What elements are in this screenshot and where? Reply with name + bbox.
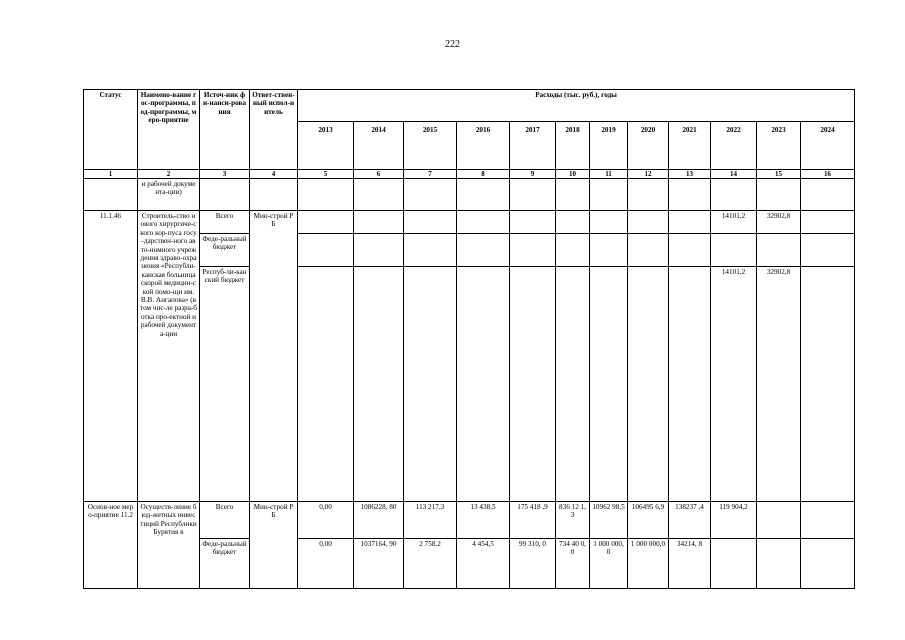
col-number: 7 bbox=[404, 170, 457, 179]
value-cell: 119 904,2 bbox=[711, 502, 757, 539]
header-source: Источ-ник фи-нанси-рования bbox=[200, 90, 250, 170]
value-cell bbox=[590, 234, 628, 267]
value-cell bbox=[757, 502, 801, 539]
status-cell: Основ-ное меро-приятие 11.2 bbox=[84, 502, 138, 589]
header-row bbox=[84, 90, 855, 122]
value-cell: 32902,8 bbox=[757, 211, 801, 234]
value-cell bbox=[457, 211, 510, 234]
value-cell bbox=[590, 211, 628, 234]
value-cell bbox=[404, 179, 457, 211]
page-number: 222 bbox=[445, 39, 460, 50]
source-cell: Феде-ральный бюджет bbox=[200, 539, 250, 589]
table-row bbox=[84, 502, 855, 539]
value-cell bbox=[354, 211, 404, 234]
col-number: 3 bbox=[200, 170, 250, 179]
value-cell bbox=[628, 211, 669, 234]
year-cell: 2016 bbox=[457, 122, 510, 170]
table-row bbox=[84, 267, 855, 502]
value-cell bbox=[628, 234, 669, 267]
col-number: 13 bbox=[669, 170, 711, 179]
value-cell bbox=[669, 179, 711, 211]
name-cell: Осуществ-ление бюд-жетных инвестиций Республики Бурятия в bbox=[138, 502, 200, 589]
source-cell: Всего bbox=[200, 502, 250, 539]
value-cell bbox=[669, 234, 711, 267]
value-cell bbox=[510, 234, 556, 267]
value-cell bbox=[298, 267, 354, 502]
year-cell: 2014 bbox=[354, 122, 404, 170]
year-cell: 2015 bbox=[404, 122, 457, 170]
year-cell: 2022 bbox=[711, 122, 757, 170]
col-number: 14 bbox=[711, 170, 757, 179]
year-cell: 2018 bbox=[556, 122, 590, 170]
col-number: 4 bbox=[250, 170, 298, 179]
table-row bbox=[84, 211, 855, 234]
col-number: 1 bbox=[84, 170, 138, 179]
value-cell bbox=[801, 539, 855, 589]
value-cell: 1 000 000,0 bbox=[628, 539, 669, 589]
value-cell bbox=[801, 267, 855, 502]
value-cell: 14101,2 bbox=[711, 211, 757, 234]
value-cell bbox=[556, 267, 590, 502]
value-cell bbox=[801, 234, 855, 267]
value-cell: 1 000 000,0 bbox=[590, 539, 628, 589]
year-cell: 2013 bbox=[298, 122, 354, 170]
value-cell bbox=[801, 211, 855, 234]
year-cell: 2023 bbox=[757, 122, 801, 170]
value-cell bbox=[354, 234, 404, 267]
value-cell bbox=[457, 267, 510, 502]
year-cell: 2020 bbox=[628, 122, 669, 170]
value-cell bbox=[628, 179, 669, 211]
value-cell bbox=[757, 234, 801, 267]
value-cell bbox=[298, 211, 354, 234]
value-cell bbox=[757, 179, 801, 211]
value-cell bbox=[354, 179, 404, 211]
value-cell: 734 40 0,0 bbox=[556, 539, 590, 589]
col-number: 5 bbox=[298, 170, 354, 179]
col-number: 12 bbox=[628, 170, 669, 179]
source-cell bbox=[200, 179, 250, 211]
year-cell: 2021 bbox=[669, 122, 711, 170]
col-number: 11 bbox=[590, 170, 628, 179]
status-cell: 11.1.46 bbox=[84, 211, 138, 502]
value-cell: 106495 6,9 bbox=[628, 502, 669, 539]
header-executor: Ответ-ствен-ный испол-нитель bbox=[250, 90, 298, 170]
value-cell: 1086228, 80 bbox=[354, 502, 404, 539]
value-cell: 34214, 8 bbox=[669, 539, 711, 589]
value-cell bbox=[801, 502, 855, 539]
value-cell: 1037164, 90 bbox=[354, 539, 404, 589]
value-cell bbox=[556, 234, 590, 267]
value-cell: 0,00 bbox=[298, 539, 354, 589]
value-cell bbox=[590, 179, 628, 211]
value-cell bbox=[457, 179, 510, 211]
value-cell bbox=[556, 179, 590, 211]
value-cell bbox=[669, 267, 711, 502]
header-status: Статус bbox=[84, 90, 138, 170]
table-row bbox=[84, 539, 855, 589]
value-cell bbox=[510, 267, 556, 502]
source-cell: Всего bbox=[200, 211, 250, 234]
value-cell bbox=[711, 539, 757, 589]
continuation-row bbox=[84, 179, 855, 211]
year-cell: 2019 bbox=[590, 122, 628, 170]
col-number: 6 bbox=[354, 170, 404, 179]
name-cell: и рабочей документа-ции) bbox=[138, 179, 200, 211]
col-number: 16 bbox=[801, 170, 855, 179]
col-number: 2 bbox=[138, 170, 200, 179]
col-number: 15 bbox=[757, 170, 801, 179]
value-cell bbox=[628, 267, 669, 502]
value-cell bbox=[404, 211, 457, 234]
table-row bbox=[84, 234, 855, 267]
value-cell: 10962 98,5 bbox=[590, 502, 628, 539]
name-cell: Строитель-ство нового хирургиче-ского кор-пуса госу-дарствен-ного авто-номного учреждения здраво-охранения «Республи-канская больница скорой медицин-ской помо-щи им. В.В. Ангапова» (в том чис-ле разра-ботка про-ектной и рабочей документа-ции bbox=[138, 211, 200, 502]
value-cell bbox=[590, 267, 628, 502]
col-number: 9 bbox=[510, 170, 556, 179]
value-cell bbox=[669, 211, 711, 234]
value-cell bbox=[298, 179, 354, 211]
value-cell: 4 454,5 bbox=[457, 539, 510, 589]
value-cell bbox=[354, 267, 404, 502]
value-cell: 836 12 1,3 bbox=[556, 502, 590, 539]
value-cell: 32902,8 bbox=[757, 267, 801, 502]
value-cell bbox=[404, 234, 457, 267]
value-cell: 175 418 ,9 bbox=[510, 502, 556, 539]
year-cell: 2017 bbox=[510, 122, 556, 170]
budget-table bbox=[83, 89, 855, 589]
source-cell: Респуб-ли-канский бюджет bbox=[200, 267, 250, 502]
value-cell bbox=[711, 179, 757, 211]
col-number: 10 bbox=[556, 170, 590, 179]
value-cell bbox=[457, 234, 510, 267]
column-number-row bbox=[84, 170, 855, 179]
value-cell bbox=[298, 234, 354, 267]
value-cell: 14101,2 bbox=[711, 267, 757, 502]
value-cell bbox=[510, 179, 556, 211]
executor-cell: Мин-строй РБ bbox=[250, 502, 298, 589]
value-cell: 138237 ,4 bbox=[669, 502, 711, 539]
value-cell: 0,00 bbox=[298, 502, 354, 539]
header-expenses: Расходы (тыс. руб.), годы bbox=[298, 90, 855, 122]
value-cell bbox=[801, 179, 855, 211]
executor-cell: Мин-строй РБ bbox=[250, 211, 298, 502]
status-cell bbox=[84, 179, 138, 211]
value-cell: 2 758,2 bbox=[404, 539, 457, 589]
value-cell bbox=[711, 234, 757, 267]
value-cell bbox=[404, 267, 457, 502]
header-name: Наимено-вание гос-программы, под-программы, меро-приятие bbox=[138, 90, 200, 170]
source-cell: Феде-ральный бюджет bbox=[200, 234, 250, 267]
executor-cell bbox=[250, 179, 298, 211]
value-cell: 99 310, 0 bbox=[510, 539, 556, 589]
value-cell bbox=[510, 211, 556, 234]
value-cell: 113 217,3 bbox=[404, 502, 457, 539]
value-cell bbox=[757, 539, 801, 589]
col-number: 8 bbox=[457, 170, 510, 179]
year-cell: 2024 bbox=[801, 122, 855, 170]
value-cell: 13 438,5 bbox=[457, 502, 510, 539]
value-cell bbox=[556, 211, 590, 234]
